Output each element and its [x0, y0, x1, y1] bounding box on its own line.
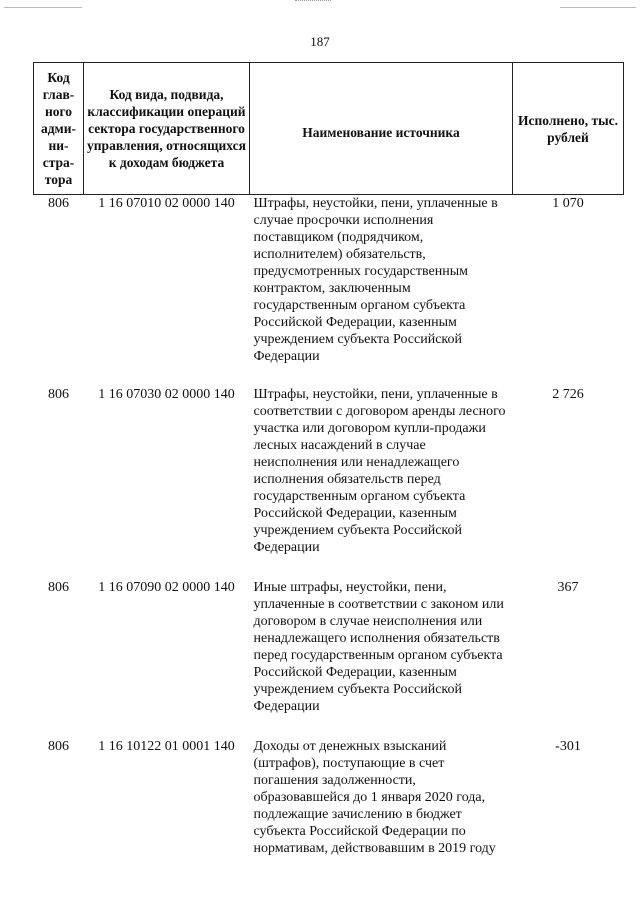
table-header — [34, 63, 624, 195]
cell-admin: 806 — [48, 580, 69, 595]
table-row — [34, 579, 624, 738]
scan-artifact-mark — [295, 0, 331, 7]
cell-code: 1 16 07090 02 0000 140 — [98, 580, 235, 595]
header-admin-line: ного — [44, 104, 73, 119]
cell-admin: 806 — [48, 387, 69, 402]
header-classification-code: Код вида, подвида, классификации операций сектора государственного управления, относящихся к доходам бюджета — [84, 63, 250, 195]
top-edge-line-left — [4, 7, 82, 8]
header-admin-line: тора — [44, 172, 73, 187]
cell-source-name: Штрафы, неустойки, пени, уплаченные в соответствии с договором аренды лесного участка или договором купли-продажи лесных насаждений в случае неисполнения или ненадлежащего исполнения обязательств перед государственным органом субъекта Российской Федерации, казенным учреждением субъекта Российской Федерации — [253, 387, 506, 555]
cell-source-name: Доходы от денежных взысканий (штрафов), поступающие в счет погашения задолженности, образовавшейся до 1 января 2020 года, подлежащие зачислению в бюджет субъекта Российской Федерации по нормативам, действовавшим в 2019 году — [253, 739, 496, 856]
cell-admin: 806 — [48, 196, 69, 211]
top-edge-line-right — [560, 7, 636, 8]
header-row — [34, 63, 624, 195]
header-admin-code — [34, 63, 84, 195]
cell-code: 1 16 07030 02 0000 140 — [98, 387, 235, 402]
header-executed-amount: Исполнено, тыс. рублей — [513, 63, 624, 195]
header-admin-line: ни- — [48, 138, 69, 153]
cell-amount: 1 070 — [552, 196, 584, 211]
table-body — [34, 195, 624, 869]
cell-code: 1 16 07010 02 0000 140 — [98, 196, 235, 211]
cell-amount: 2 726 — [552, 387, 584, 402]
cell-amount: 367 — [557, 580, 579, 595]
header-admin-line: стра- — [42, 155, 75, 170]
page-number: 187 — [310, 34, 330, 49]
cell-source-name: Штрафы, неустойки, пени, уплаченные в случае просрочки исполнения поставщиком (подрядчиком, исполнителем) обязательств, предусмотренных государственным контрактом, заключенным государственным органом субъекта Российской Федерации, казенным учреждением субъекта Российской Федерации — [253, 196, 498, 364]
cell-admin: 806 — [48, 739, 69, 754]
cell-source-name: Иные штрафы, неустойки, пени, уплаченные в соответствии с законом или договором в случае неисполнения или ненадлежащего исполнения обязательств перед государственным органом субъекта Российской Федерации, казенным учреждением субъекта Российской Федерации — [253, 580, 504, 714]
cell-amount: -301 — [555, 739, 581, 754]
table-row — [34, 195, 624, 387]
budget-revenue-table — [33, 62, 624, 868]
header-admin-line: глав- — [42, 87, 75, 102]
header-admin-line: Код — [47, 70, 70, 85]
table-row — [34, 738, 624, 868]
header-source-name: Наименование источника — [250, 63, 513, 195]
header-admin-line: адми- — [40, 121, 77, 136]
cell-code: 1 16 10122 01 0001 140 — [98, 739, 235, 754]
table-row — [34, 386, 624, 579]
